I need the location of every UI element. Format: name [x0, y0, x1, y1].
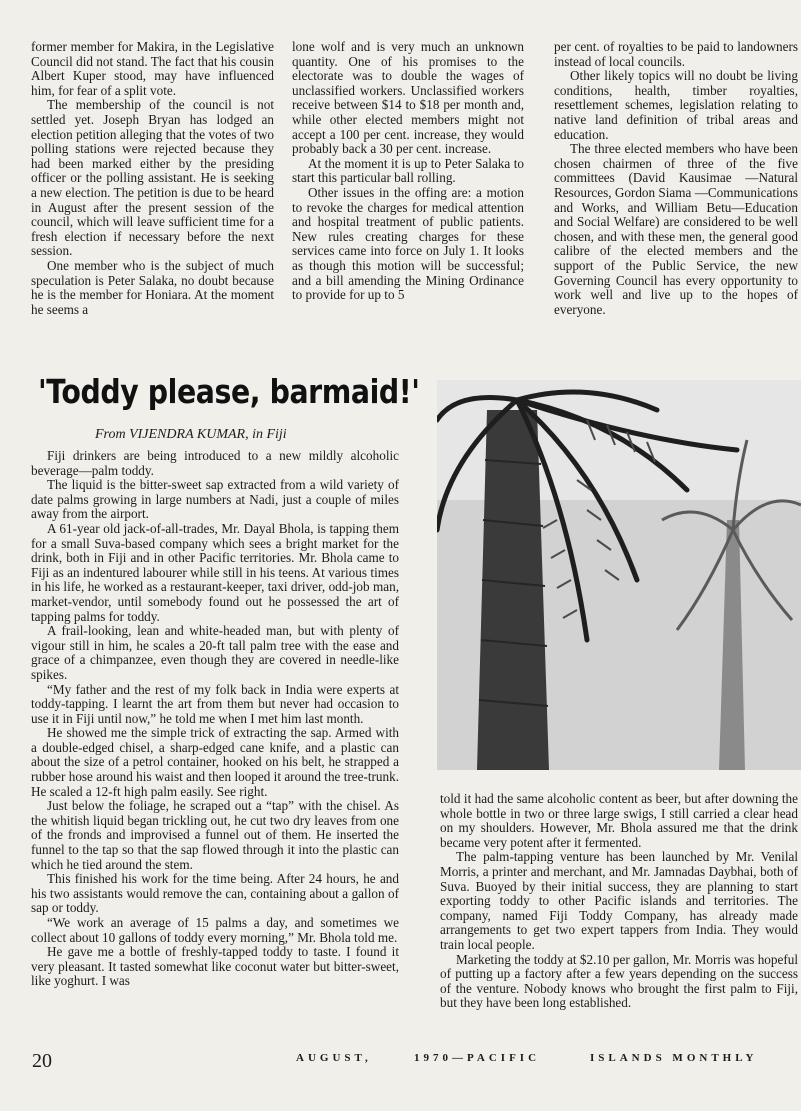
paragraph: Marketing the toddy at $2.10 per gallon, Mr. Morris was hopeful of putting up a factory after a few years depending on the success of the venture. Nobody knows who brought the first palm to Fiji, but they have been long established.: [440, 951, 798, 1011]
paragraph: told it had the same alcoholic content as beer, but after downing the whole bottle in two or three large swigs, I still carried a clear head on my shoulders. However, Mr. Bhola assured me that the drink became very potent after it fermented.: [440, 791, 798, 850]
paragraph: “We work an average of 15 palms a day, and sometimes we collect about 10 gallons of toddy every morning,” Mr. Bhola told me.: [31, 915, 399, 945]
top-article-column-2: [292, 40, 524, 303]
paragraph: The three elected members who have been chosen chairmen of three of the five committees (David Kausimae —Natural Resources, Gordon Siama —Communications and Works, and William Betu—Education and Social Welfare) are considered to be well chosen, and with these men, the general good calibre of the elected members and the support of the Public Service, the new Governing Council has every opportunity to work well and live up to the hopes of everyone.: [554, 141, 798, 317]
paragraph: At the moment it is up to Peter Salaka to start this particular ball rolling.: [292, 155, 524, 186]
paragraph: former member for Makira, in the Legislative Council did not stand. The fact that his cousin Albert Kuper stood, may have influenced him, for fear of a split vote.: [31, 39, 274, 98]
paragraph: Other issues in the offing are: a motion to revoke the charges for medical attention and hospital treatment of public patients. New rules creating charges for these services came into force on July 1. It looks as though this motion will be successful; and a bill amending the Mining Ordinance to provide for up to 5: [292, 184, 524, 303]
footer-month: AUGUST,: [296, 1052, 372, 1064]
paragraph: per cent. of royalties to be paid to landowners instead of local councils.: [554, 39, 798, 69]
paragraph: The membership of the council is not settled yet. Joseph Bryan has lodged an election petition alleging that the votes of two polling stations were rejected because they had been marked either by the presiding officer or the polling assistant. He is seeking a new election. The petition is due to be heard in August after the present session of the council, which will leave sufficient time for a fresh election if necessary before the next session.: [31, 97, 274, 259]
story-headline: 'Toddy please, barmaid!': [38, 372, 420, 411]
paragraph: One member who is the subject of much speculation is Peter Salaka, no doubt because he is the member for Honiara. At the moment he seems a: [31, 257, 274, 317]
paragraph: He gave me a bottle of freshly-tapped toddy to taste. I found it very pleasant. It tasted somewhat like coconut water but bitter-sweet, like yoghurt. I was: [31, 944, 399, 989]
page-number: 20: [32, 1050, 52, 1072]
paragraph: lone wolf and is very much an unknown quantity. One of his promises to the electorate was to double the wages of unclassified workers. Unclassified workers receive between $14 to $18 per month and, while other elected members might not accept a 100 per cent. increase, they would probably back a 30 per cent. increase.: [292, 39, 524, 157]
paragraph: “My father and the rest of my folk back in India were experts at toddy-tapping. I learnt the art from them but never had occasion to use it in Fiji until now,” he told me when I met him last month.: [31, 681, 399, 726]
palm-tree-photo: [437, 380, 801, 770]
footer-year-publication: 1970—PACIFIC: [414, 1052, 541, 1064]
paragraph: He showed me the simple trick of extracting the sap. Armed with a double-edged chisel, a sharp-edged cane knife, and a plastic can about the size of a petrol container, hooked on his belt, he strapped a rubber hose around his waist and then looped it around the tree-trunk. He scaled a 12-ft high palm easily. See right.: [31, 725, 399, 799]
page-footer: [0, 1050, 801, 1078]
paragraph: The liquid is the bitter-sweet sap extracted from a wild variety of date palms growing in large numbers at Nadi, just a couple of miles away from the airport.: [31, 477, 399, 522]
top-article-column-1: [31, 40, 274, 317]
paragraph: Fiji drinkers are being introduced to a new mildly alcoholic beverage—palm toddy.: [31, 448, 399, 478]
story-column-2: [440, 792, 798, 1011]
paragraph: A frail-looking, lean and white-headed man, but with plenty of vigour still in him, he scales a 20-ft tall palm tree with the ease and grace of a chimpanzee, even though they are covered in needle-like spikes.: [31, 623, 399, 682]
paragraph: Other likely topics will no doubt be living conditions, health, timber royalties, resettlement schemes, legislation relating to native land definition of tribal areas and education.: [554, 68, 798, 142]
top-article-column-3: [554, 40, 798, 317]
paragraph: A 61-year old jack-of-all-trades, Mr. Dayal Bhola, is tapping them for a small Suva-based company which sees a bright market for the drink, both in Fiji and in other Pacific territories. Mr. Bhola came to Fiji as an indentured labourer while still in his teens. At various times in his life, he worked as a restaurant-keeper, taxi driver, odd-job man, market-vendor, until somebody found out he possessed the art of tapping palms for toddy.: [31, 520, 399, 624]
paragraph: Just below the foliage, he scraped out a “tap” with the chisel. As the whitish liquid began trickling out, he cut two dry leaves from one of the fronds and improvised a funnel out of them. He inserted the funnel to the tap so that the sap flowed through it into the plastic can which he tied around the stem.: [31, 798, 399, 872]
footer-magazine-name: ISLANDS MONTHLY: [590, 1052, 758, 1064]
paragraph: This finished his work for the time being. After 24 hours, he and his two assistants would remove the can, containing about a gallon of sap or toddy.: [31, 871, 399, 916]
paragraph: The palm-tapping venture has been launched by Mr. Venilal Morris, a printer and merchant, and Mr. Jamnadas Daybhai, both of Suva. Buoyed by their initial success, they are planning to start exporting toddy to other Pacific islands and territories. The company, named Fiji Toddy Company, has already made arrangements to get two expert tappers from India. They would train local people.: [440, 849, 798, 952]
story-column-1: [31, 449, 399, 989]
story-byline: From VIJENDRA KUMAR, in Fiji: [95, 427, 287, 442]
